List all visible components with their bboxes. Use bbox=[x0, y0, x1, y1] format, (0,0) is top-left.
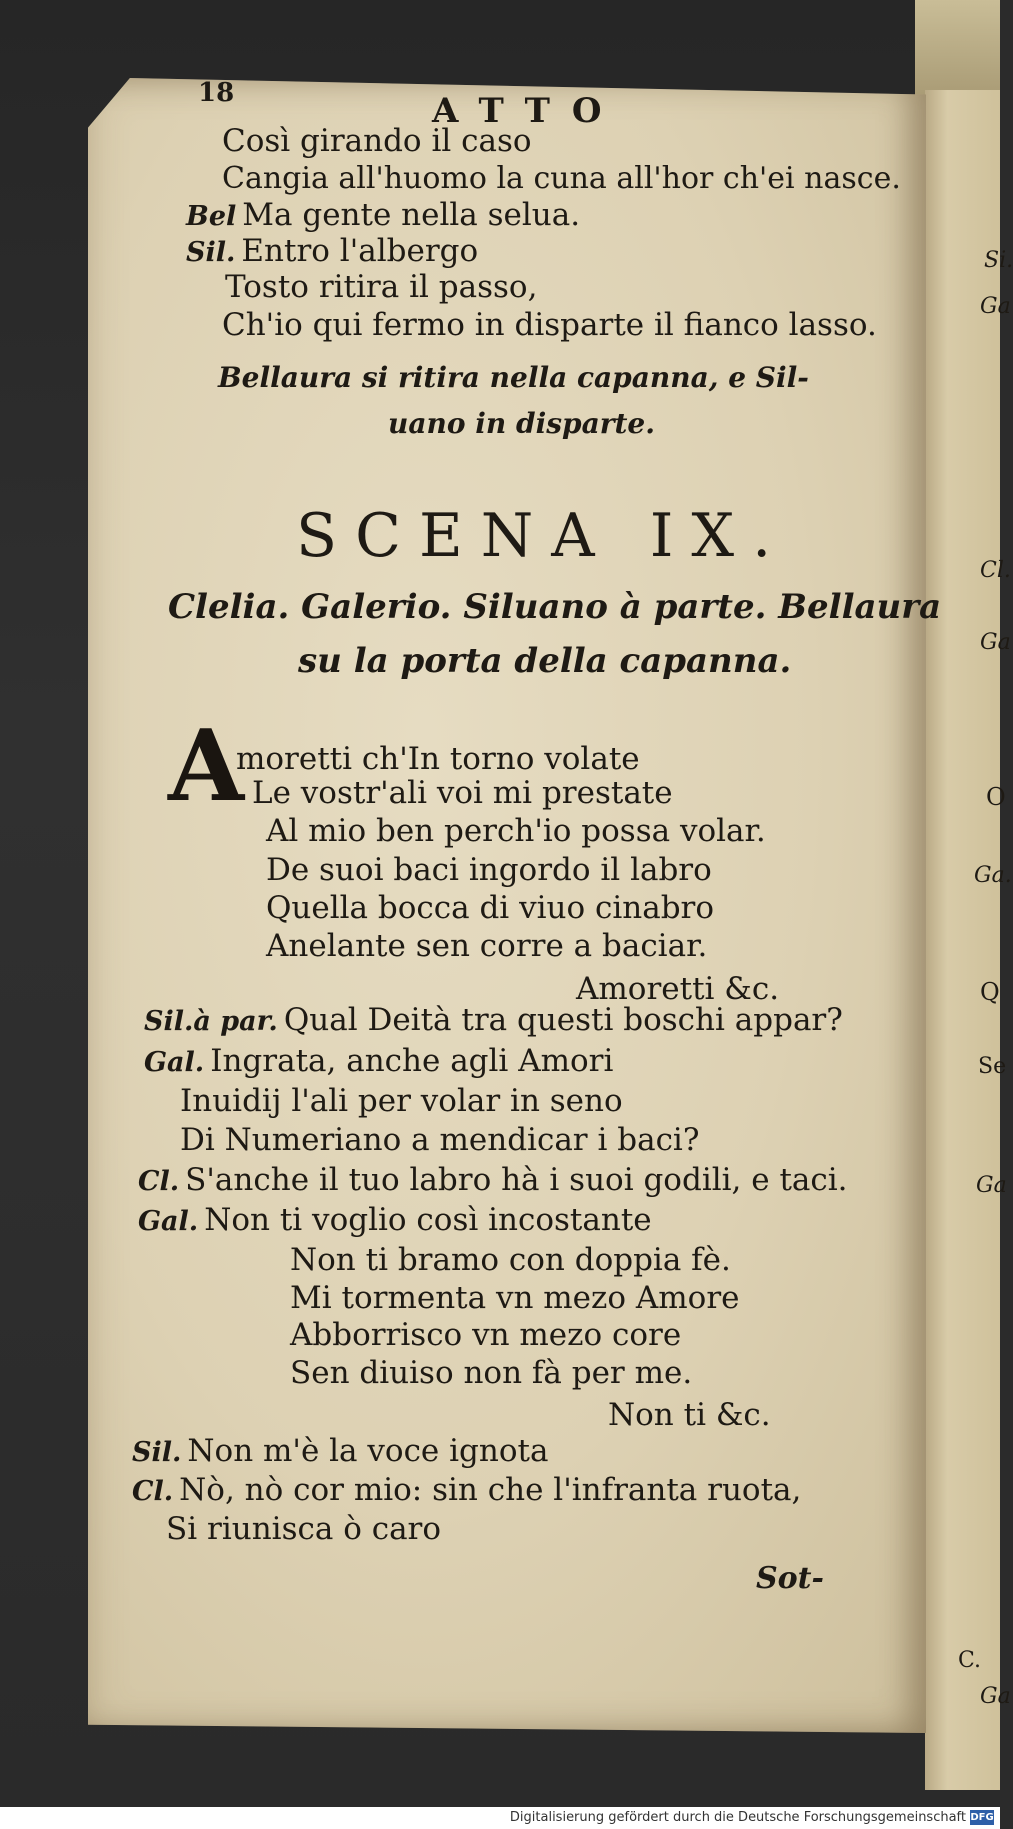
stage-direction: Bellaura si ritira nella capanna, e Sil- bbox=[218, 361, 809, 394]
facing-page-sliver bbox=[925, 90, 1000, 1790]
verse-line: Quella bocca di viuo cinabro bbox=[266, 890, 715, 926]
speaker-label: Gal. bbox=[144, 1047, 205, 1078]
stage-direction: uano in disparte. bbox=[388, 407, 655, 440]
speaker-label: Sil. bbox=[132, 1437, 182, 1468]
dfg-logo: DFG bbox=[970, 1812, 994, 1823]
speech-line bbox=[180, 1083, 623, 1119]
verse-line: Le vostr'ali voi mi prestate bbox=[252, 775, 673, 811]
speaker-label: Cl. bbox=[138, 1166, 180, 1197]
facing-fragment: C. bbox=[958, 1648, 982, 1673]
speech-line bbox=[132, 1433, 549, 1469]
verse-line: Tosto ritira il passo, bbox=[225, 269, 538, 305]
facing-fragment: Ga bbox=[980, 630, 1011, 655]
speech-text: Non m'è la voce ignota bbox=[187, 1433, 549, 1469]
verse-line: Anelante sen corre a baciar. bbox=[266, 928, 708, 964]
verse-line: Così girando il caso bbox=[222, 123, 532, 159]
facing-fragment: Si. bbox=[984, 248, 1013, 273]
facing-fragment: Ga bbox=[980, 1684, 1011, 1709]
speech-text: Di Numeriano a mendicar i baci? bbox=[180, 1122, 700, 1158]
speech-line bbox=[132, 1472, 802, 1508]
facing-fragment: Cl. bbox=[980, 558, 1011, 583]
speech-text: Ma gente nella selua. bbox=[242, 197, 581, 233]
verse-line: Ch'io qui fermo in disparte il fianco lasso. bbox=[222, 307, 877, 343]
verse-line: Abborrisco vn mezo core bbox=[290, 1317, 682, 1353]
speaker-label: Sil. bbox=[186, 237, 236, 268]
speech-text: Si riunisca ò caro bbox=[166, 1511, 442, 1547]
footer-credit: Digitalisierung gefördert durch die Deutsche Forschungsgemeinschaft bbox=[509, 1810, 966, 1825]
facing-fragment: Se bbox=[978, 1054, 1007, 1079]
speaker-label: Sil.à par. bbox=[144, 1006, 278, 1037]
speech-line bbox=[144, 1002, 843, 1038]
speech-line bbox=[186, 197, 581, 233]
verse-line: moretti ch'In torno volate bbox=[236, 741, 640, 777]
cast-list: su la porta della capanna. bbox=[298, 641, 792, 681]
speaker-label: Bel bbox=[186, 201, 237, 232]
speech-text: Ingrata, anche agli Amori bbox=[210, 1043, 614, 1079]
facing-fragment: Q bbox=[980, 978, 1000, 1006]
facing-fragment: Ga bbox=[980, 294, 1011, 319]
verse-line: Al mio ben perch'io possa volar. bbox=[266, 813, 766, 849]
verse-line: Cangia all'huomo la cuna all'hor ch'ei nasce. bbox=[222, 161, 901, 196]
speech-text: Qual Deità tra questi boschi appar? bbox=[283, 1002, 843, 1038]
catchword: Sot- bbox=[756, 1561, 824, 1596]
facing-fragment: Ga. bbox=[974, 863, 1012, 888]
speech-text: Entro l'albergo bbox=[241, 233, 479, 269]
digitization-footer bbox=[0, 1807, 1000, 1829]
speaker-label: Gal. bbox=[138, 1206, 199, 1237]
facing-fragment: Ga bbox=[976, 1173, 1007, 1198]
verse-line: Sen diuiso non fà per me. bbox=[290, 1355, 693, 1391]
speech-line bbox=[138, 1162, 848, 1198]
verse-line: De suoi baci ingordo il labro bbox=[266, 852, 712, 888]
refrain: Amoretti &c. bbox=[576, 971, 780, 1007]
speech-line bbox=[138, 1202, 652, 1238]
speech-line bbox=[180, 1122, 700, 1158]
speech-line bbox=[186, 233, 479, 269]
verse-line: Non ti bramo con doppia fè. bbox=[290, 1242, 731, 1278]
running-title: ATTO bbox=[432, 91, 624, 131]
speech-line bbox=[144, 1043, 614, 1079]
speech-text: Nò, nò cor mio: sin che l'infranta ruota, bbox=[179, 1472, 802, 1508]
page-edge-top bbox=[915, 0, 1000, 100]
speech-text: Inuidij l'ali per volar in seno bbox=[180, 1083, 623, 1119]
cast-list: Clelia. Galerio. Siluano à parte. Bellaura bbox=[168, 587, 942, 627]
facing-fragment: O bbox=[986, 783, 1006, 811]
speaker-label: Cl. bbox=[132, 1476, 174, 1507]
page-number: 18 bbox=[198, 78, 235, 108]
refrain: Non ti &c. bbox=[608, 1397, 771, 1433]
speech-line bbox=[166, 1511, 442, 1547]
drop-cap: A bbox=[168, 709, 245, 824]
speech-text: S'anche il tuo labro hà i suoi godili, e taci. bbox=[185, 1162, 848, 1198]
verse-line: Mi tormenta vn mezo Amore bbox=[290, 1280, 740, 1316]
scene-title: SCENA IX. bbox=[296, 501, 790, 571]
speech-text: Non ti voglio così incostante bbox=[204, 1202, 652, 1238]
